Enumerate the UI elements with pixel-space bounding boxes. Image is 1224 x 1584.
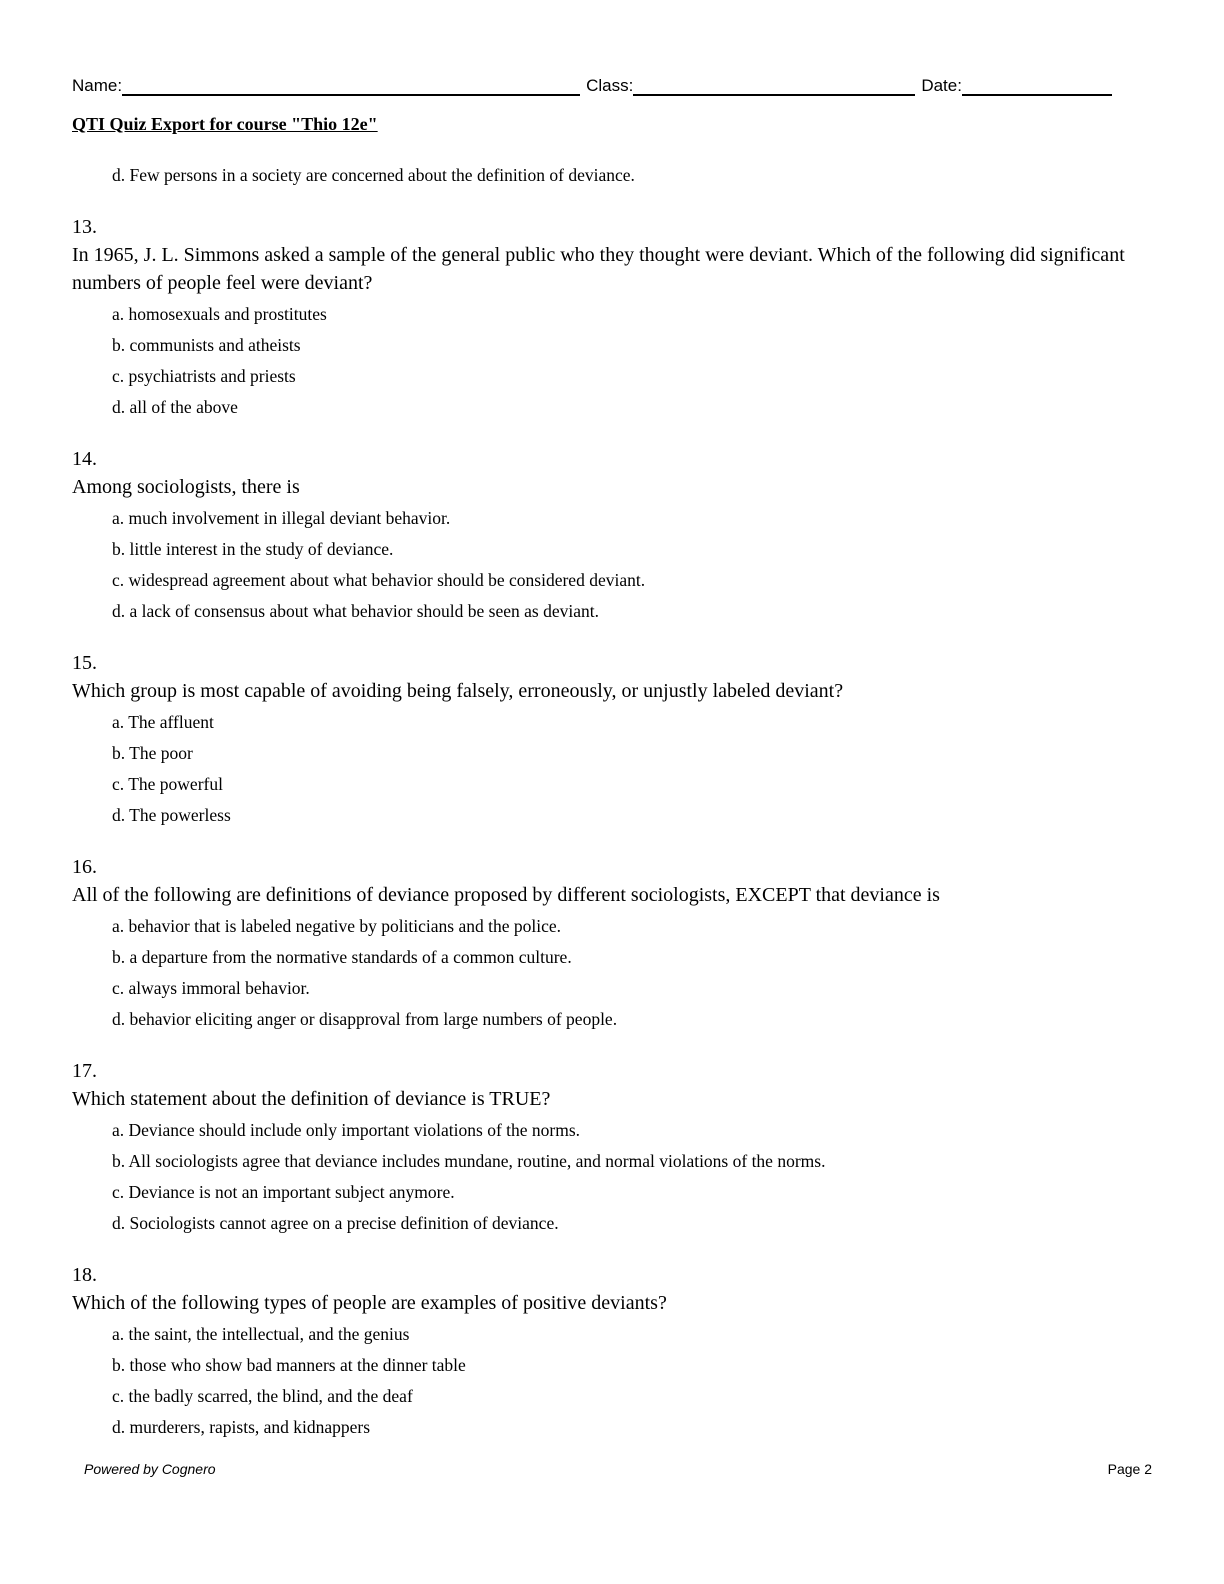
question-14 — [72, 445, 1152, 627]
answer-option: c. widespread agreement about what behavior should be considered deviant. — [112, 570, 646, 590]
answer-option: b. communists and atheists — [112, 335, 301, 355]
answer-option: c. the badly scarred, the blind, and the deaf — [112, 1386, 413, 1406]
question-number: 15. — [72, 652, 97, 674]
question-number: 13. — [72, 216, 97, 238]
answer-option: a. behavior that is labeled negative by politicians and the police. — [112, 916, 562, 936]
question-15 — [72, 649, 1152, 831]
answer-option: d. a lack of consensus about what behavior should be seen as deviant. — [112, 601, 599, 621]
answer-option: a. much involvement in illegal deviant behavior. — [112, 508, 451, 528]
class-field[interactable] — [633, 74, 915, 96]
student-info-header — [72, 72, 1142, 96]
answer-option: a. homosexuals and prostitutes — [112, 304, 327, 324]
answer-option: d. murderers, rapists, and kidnappers — [112, 1417, 371, 1437]
question-18 — [72, 1261, 1152, 1443]
answer-option: c. psychiatrists and priests — [112, 366, 296, 386]
question-number: 14. — [72, 448, 97, 470]
answer-option: b. little interest in the study of deviance. — [112, 539, 394, 559]
question-13 — [72, 213, 1152, 423]
powered-by-footer: Powered by Cognero — [84, 1461, 216, 1477]
page-number: Page 2 — [1107, 1461, 1152, 1477]
name-label: Name: — [72, 76, 123, 95]
answer-option: a. the saint, the intellectual, and the genius — [112, 1324, 410, 1344]
question-number: 17. — [72, 1060, 97, 1082]
class-label: Class: — [586, 76, 634, 95]
question-16 — [72, 853, 1152, 1035]
answer-option: c. always immoral behavior. — [112, 978, 310, 998]
carryover-option: d. Few persons in a society are concerned about the definition of deviance. — [112, 165, 635, 185]
quiz-content — [72, 160, 1152, 1443]
question-text: Which of the following types of people are examples of positive deviants? — [72, 1292, 667, 1314]
question-text: Which group is most capable of avoiding being falsely, erroneously, or unjustly labeled deviant? — [72, 680, 844, 702]
answer-option: b. those who show bad manners at the dinner table — [112, 1355, 466, 1375]
question-text: Among sociologists, there is — [72, 476, 300, 498]
answer-option: d. Sociologists cannot agree on a precise definition of deviance. — [112, 1213, 559, 1233]
question-text: Which statement about the definition of deviance is TRUE? — [72, 1088, 551, 1110]
answer-option: d. The powerless — [112, 805, 231, 825]
answer-option: b. a departure from the normative standards of a common culture. — [112, 947, 572, 967]
date-field[interactable] — [962, 74, 1112, 96]
question-number: 18. — [72, 1264, 97, 1286]
answer-option: c. The powerful — [112, 774, 223, 794]
document-title: QTI Quiz Export for course "Thio 12e" — [72, 114, 378, 134]
question-text: All of the following are definitions of deviance proposed by different sociologists, EXCEPT that deviance is — [72, 884, 940, 906]
answer-option: d. behavior eliciting anger or disapproval from large numbers of people. — [112, 1009, 618, 1029]
answer-option: a. Deviance should include only important violations of the norms. — [112, 1120, 581, 1140]
question-17 — [72, 1057, 1152, 1239]
answer-option: a. The affluent — [112, 712, 214, 732]
answer-option: b. The poor — [112, 743, 193, 763]
answer-option: d. all of the above — [112, 397, 238, 417]
date-label: Date: — [921, 76, 962, 95]
answer-option: c. Deviance is not an important subject anymore. — [112, 1182, 455, 1202]
question-number: 16. — [72, 856, 97, 878]
question-text: In 1965, J. L. Simmons asked a sample of the general public who they thought were deviant. Which of the following did significant numbers of people feel were deviant? — [72, 244, 1125, 294]
name-field[interactable] — [122, 74, 580, 96]
answer-option: b. All sociologists agree that deviance includes mundane, routine, and normal violations of the norms. — [112, 1151, 826, 1171]
